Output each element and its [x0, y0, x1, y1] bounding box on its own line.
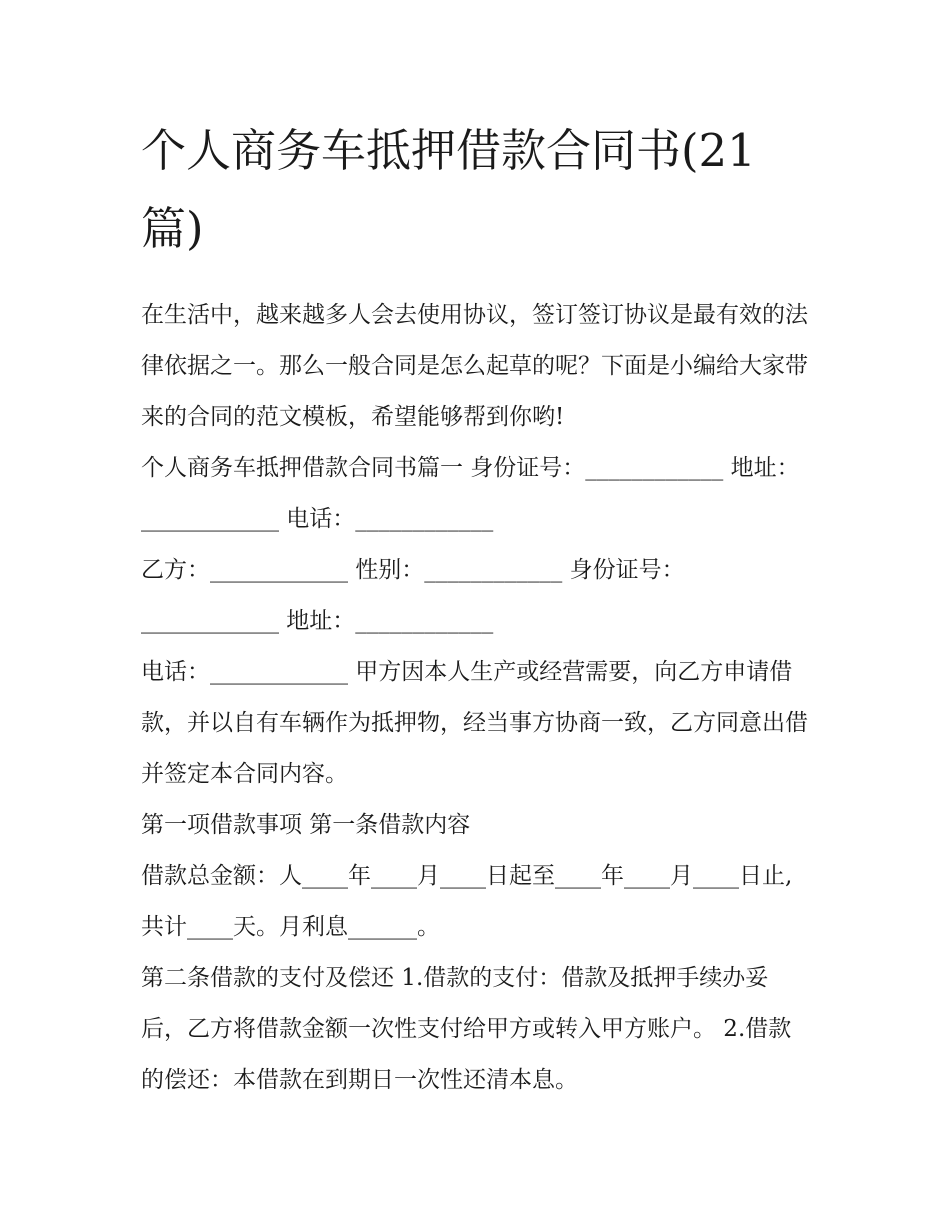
payment-repayment-paragraph: 第二条借款的支付及偿还 1.借款的支付：借款及抵押手续办妥后，乙方将借款金额一次性支付给甲方或转入甲方账户。 2.借款的偿还：本借款在到期日一次性还清本息。: [141, 965, 792, 1093]
loan-amount-paragraph: 借款总金额：人____年____月____日起至____年____月____日止,共计____天。月利息______。: [141, 863, 793, 940]
document-content: [141, 112, 813, 1106]
document-title: 个人商务车抵押借款合同书(21篇): [141, 124, 756, 255]
intro-paragraph: 在生活中，越来越多人会去使用协议，签订签订协议是最有效的法律依据之一。那么一般合同是怎么起草的呢？下面是小编给大家带来的合同的范文模板，希望能够帮到你哟!: [141, 302, 808, 430]
section-heading-loan-items: 第一项借款事项 第一条借款内容: [141, 812, 471, 838]
loan-purpose-paragraph: 电话：____________ 甲方因本人生产或经营需要，向乙方申请借款，并以自有车辆作为抵押物，经当事方协商一致，乙方同意出借并签定本合同内容。: [141, 659, 808, 787]
party-a-info-paragraph: 个人商务车抵押借款合同书篇一 身份证号：____________ 地址：____________ 电话：____________: [141, 455, 800, 532]
document-body: [141, 290, 813, 1106]
party-b-info-paragraph: 乙方：____________ 性别：____________ 身份证号：____________ 地址：____________: [141, 557, 685, 634]
